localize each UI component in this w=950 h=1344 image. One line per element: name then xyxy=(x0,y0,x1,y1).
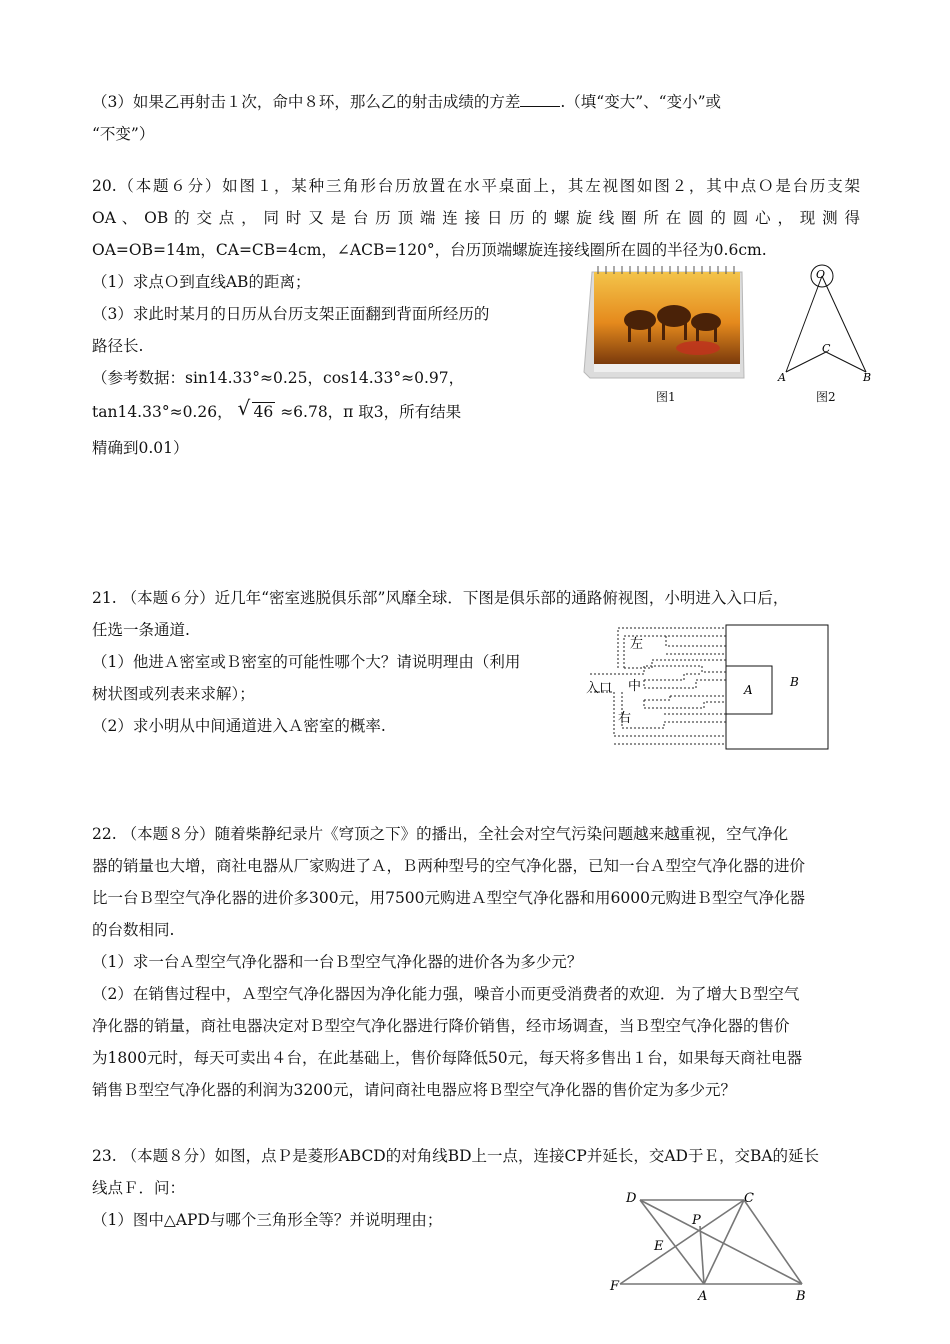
entrance-label: 入口 xyxy=(586,681,613,696)
q22-line-5: （1）求一台Ａ型空气净化器和一台Ｂ型空气净化器的进价各为多少元？ xyxy=(92,953,583,971)
middle-path-label: 中 xyxy=(628,679,642,694)
q20-line-2: OA 、 OB 的 交 点 ， 同 时 又 是 台 历 顶 端 连 接 日 历 的 螺 旋 线 圈 所 在 圆 的 圆 心 ， 现 测 得 xyxy=(92,209,860,227)
q22-line-1: 22. （本题８分）随着柴静纪录片《穹顶之下》的播出，全社会对空气污染问题越来越重视，空气净化 xyxy=(92,825,789,843)
point-c-label: C xyxy=(744,1191,754,1206)
room-a-label: A xyxy=(744,683,753,697)
room-b-label: B xyxy=(790,675,799,689)
figure-2-caption: 图2 xyxy=(816,390,836,404)
calendar-side-view-diagram xyxy=(776,260,876,390)
q23-line-1: 23. （本题８分）如图，点Ｐ是菱形ABCD的对角线BD上一点，连接CP并延长，交AD于Ｅ，交BA的延长 xyxy=(92,1147,820,1165)
left-path-label: 左 xyxy=(630,637,644,652)
point-f-label: F xyxy=(610,1279,620,1294)
q22-line-6: （2）在销售过程中，Ａ型空气净化器因为净化能力强，噪音小而更受消费者的欢迎．为了增大Ｂ型空气 xyxy=(92,985,800,1003)
q22-line-9: 销售Ｂ型空气净化器的利润为3200元，请问商社电器应将Ｂ型空气净化器的售价定为多少元？ xyxy=(92,1081,736,1099)
q20-line-1: 20.（本题６分）如图１，某种三角形台历放置在水平桌面上，其左视图如图２，其中点Ｏ是台历支架 xyxy=(92,177,860,195)
point-e-label: E xyxy=(654,1239,664,1254)
point-o-label: O xyxy=(816,268,826,281)
answer-blank xyxy=(520,92,560,107)
maze-diagram xyxy=(584,622,832,752)
point-d-label: D xyxy=(626,1191,637,1206)
point-b-label: B xyxy=(796,1289,806,1304)
q21-line-3: （1）他进Ａ密室或Ｂ密室的可能性哪个大？请说明理由（利用 xyxy=(92,653,521,671)
q22-line-3: 比一台Ｂ型空气净化器的进价多300元，用7500元购进Ａ型空气净化器和用6000元购进Ｂ型空气净化器 xyxy=(92,889,805,907)
q19-line-2: “不变”） xyxy=(92,125,155,143)
q22-line-2: 器的销量也大增，商社电器从厂家购进了Ａ，Ｂ两种型号的空气净化器，已知一台Ａ型空气净化器的进价 xyxy=(92,857,806,875)
q20-line-4: （1）求点Ｏ到直线AB的距离； xyxy=(92,273,311,291)
point-b-label: B xyxy=(863,371,872,384)
q22-line-8: 为1800元时，每天可卖出４台，在此基础上，售价每降低50元，每天将多售出１台，如果每天商社电器 xyxy=(92,1049,803,1067)
q20-line-5: （3）求此时某月的日历从台历支架正面翻到背面所经历的 xyxy=(92,305,490,323)
q22-line-4: 的台数相同. xyxy=(92,921,175,939)
right-path-label: 右 xyxy=(618,711,632,726)
q21-line-2: 任选一条通道. xyxy=(92,621,190,639)
q21-line-4: 树状图或列表来求解）； xyxy=(92,685,255,703)
point-c-label: C xyxy=(822,342,831,355)
desk-calendar-image xyxy=(578,262,748,384)
q22-line-7: 净化器的销量，商社电器决定对Ｂ型空气净化器进行降价销售，经市场调查，当Ｂ型空气净化器的售价 xyxy=(92,1017,790,1035)
q23-line-3: （1）图中△APD与哪个三角形全等？并说明理由； xyxy=(92,1211,443,1229)
q20-line-9: 精确到0.01） xyxy=(92,439,189,457)
point-a-label: A xyxy=(698,1289,708,1304)
point-a-label: A xyxy=(778,371,786,384)
point-p-label: P xyxy=(692,1213,701,1228)
rhombus-diagram xyxy=(606,1186,818,1304)
q20-line-7: （参考数据：sin14.33°≈0.25，cos14.33°≈0.97， xyxy=(92,369,465,387)
figure-1-caption: 图1 xyxy=(656,390,676,404)
q21-line-1: 21. （本题６分）近几年“密室逃脱俱乐部”风靡全球．下图是俱乐部的通路俯视图，小明进入入口后， xyxy=(92,589,789,607)
q19-line-1: （3）如果乙再射击１次，命中８环，那么乙的射击成绩的方差 .（填“变大”、“变小”或 xyxy=(92,93,721,111)
q21-line-5: （2）求小明从中间通道进入Ａ密室的概率. xyxy=(92,717,386,735)
sqrt-46: √ 46 xyxy=(237,396,274,421)
q20-line-3: OA=OB=14m，CA=CB=4cm，∠ACB=120°，台历顶端螺旋连接线圈所在圆的半径为0.6cm. xyxy=(92,241,767,259)
q20-line-6: 路径长. xyxy=(92,337,144,355)
q23-line-2: 线点Ｆ．问： xyxy=(92,1179,186,1197)
q20-line-8: tan14.33°≈0.26， √ 46 ≈6.78，π 取3，所有结果 xyxy=(92,396,462,421)
